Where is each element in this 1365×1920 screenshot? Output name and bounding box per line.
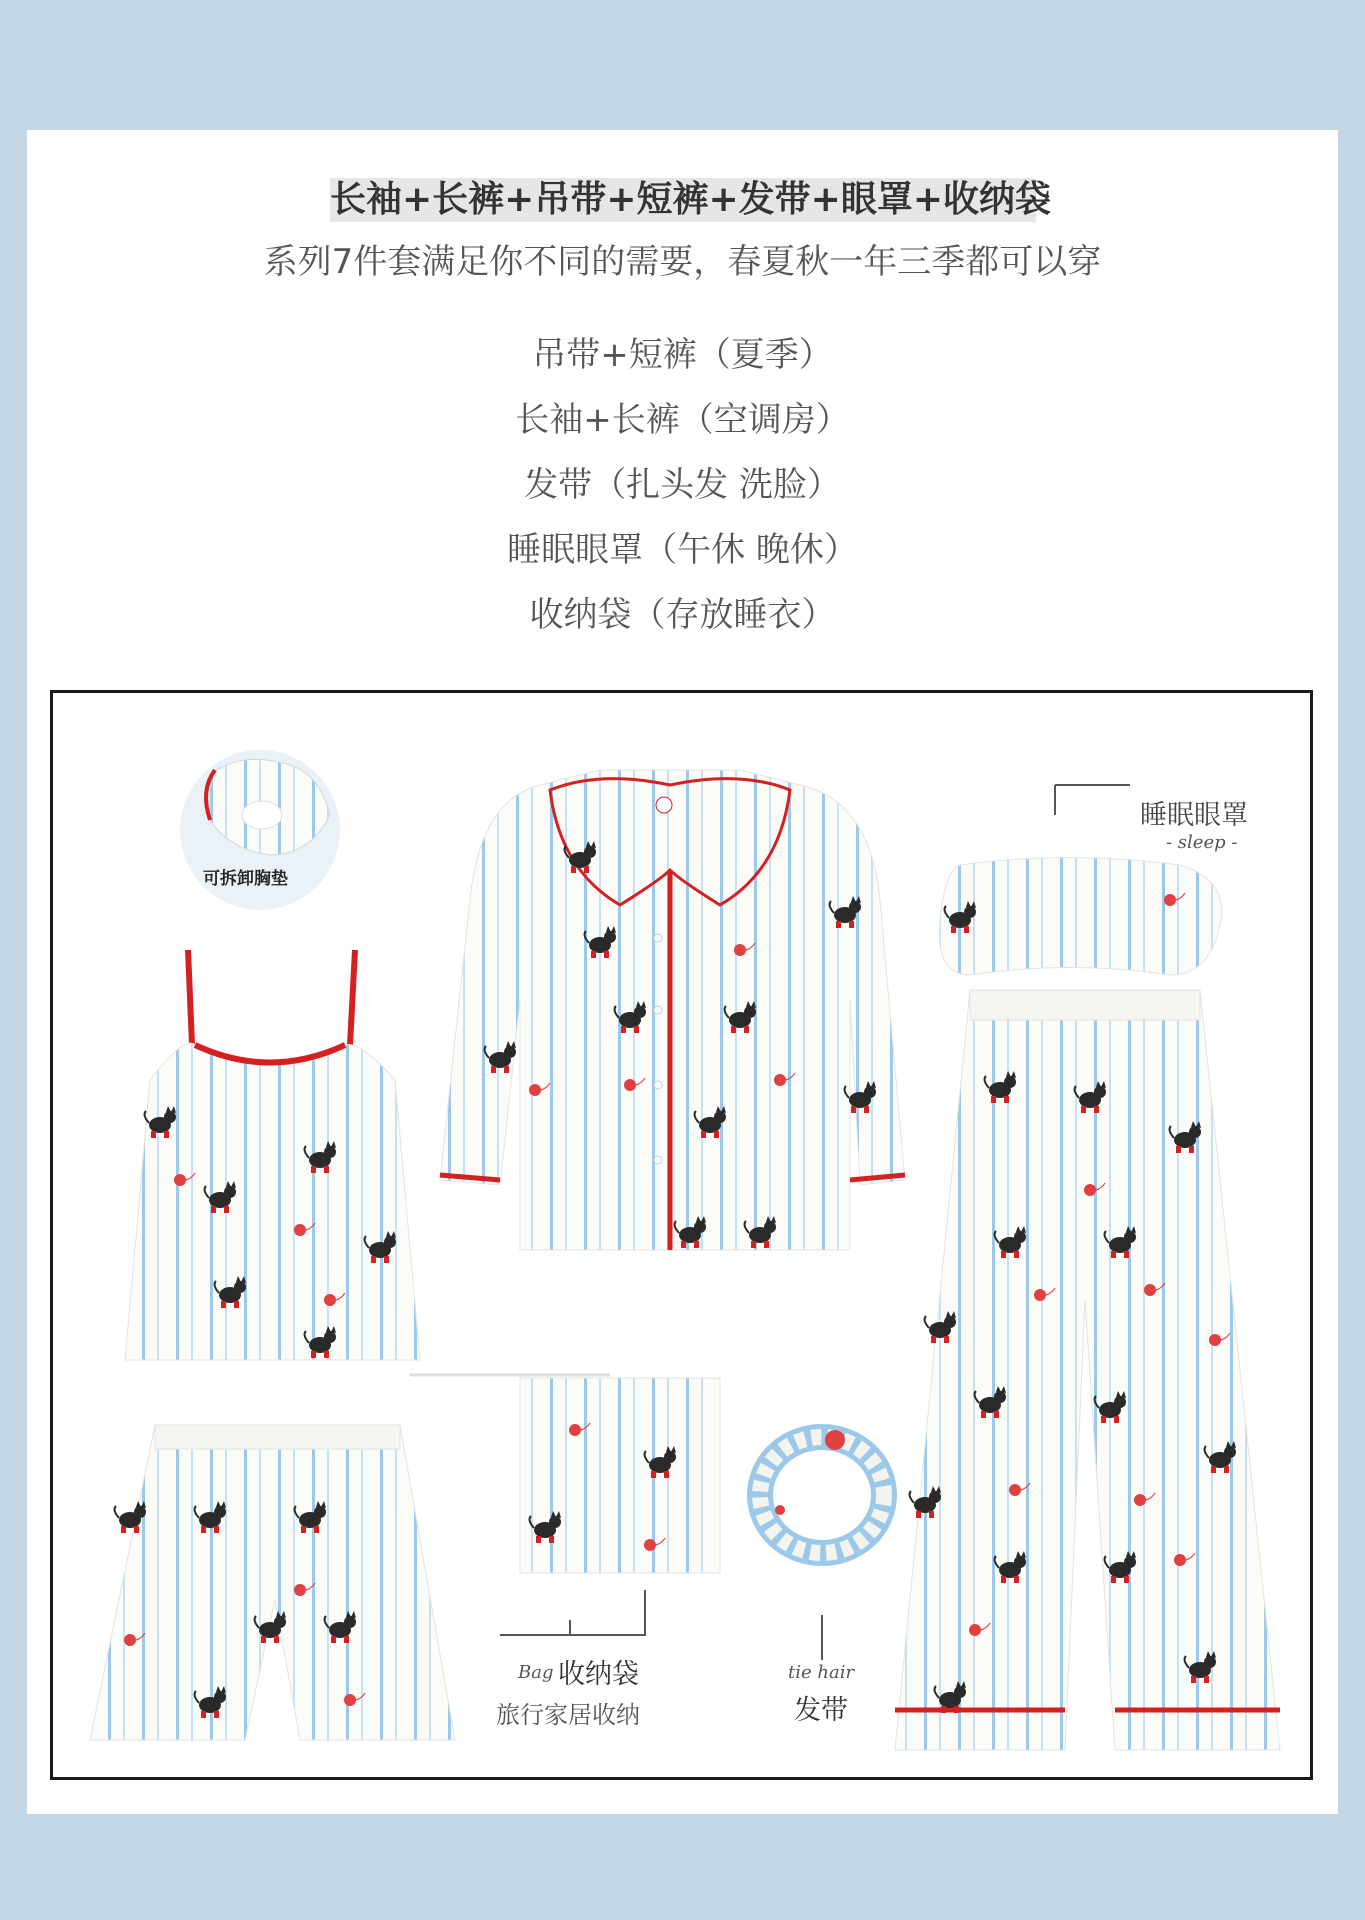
usage-item: 吊带+短裤（夏季） xyxy=(532,335,833,375)
long-sleeve-shirt xyxy=(440,770,905,1250)
usage-item: 睡眠眼罩（午休 晚休） xyxy=(507,530,858,570)
bag-label: 收纳袋 xyxy=(558,1659,639,1690)
usage-item: 长袖+长裤（空调房） xyxy=(515,400,850,440)
product-title: 长袖+长裤+吊带+短裤+发带+眼罩+收纳袋 xyxy=(330,179,1051,220)
hair-tie xyxy=(760,1430,884,1660)
storage-bag xyxy=(410,1375,720,1635)
eye-mask-label: 睡眠眼罩 xyxy=(1140,800,1248,831)
eye-mask-script: - sleep - xyxy=(1166,832,1238,853)
long-pants xyxy=(895,990,1280,1750)
detachable-pad-label: 可拆卸胸垫 xyxy=(203,869,288,889)
usage-item: 收纳袋（存放睡衣） xyxy=(529,595,836,635)
usage-item: 发带（扎头发 洗脸） xyxy=(524,465,841,505)
camisole-top xyxy=(125,950,420,1360)
hair-tie-script: tie hair xyxy=(788,1662,855,1683)
bag-sub-label: 旅行家居收纳 xyxy=(496,1701,640,1729)
shorts xyxy=(90,1425,455,1740)
bag-script: Bag xyxy=(518,1662,554,1683)
product-subtitle: 系列7件套满足你不同的需要，春夏秋一年三季都可以穿 xyxy=(263,242,1102,282)
hair-tie-label: 发带 xyxy=(794,1695,848,1726)
